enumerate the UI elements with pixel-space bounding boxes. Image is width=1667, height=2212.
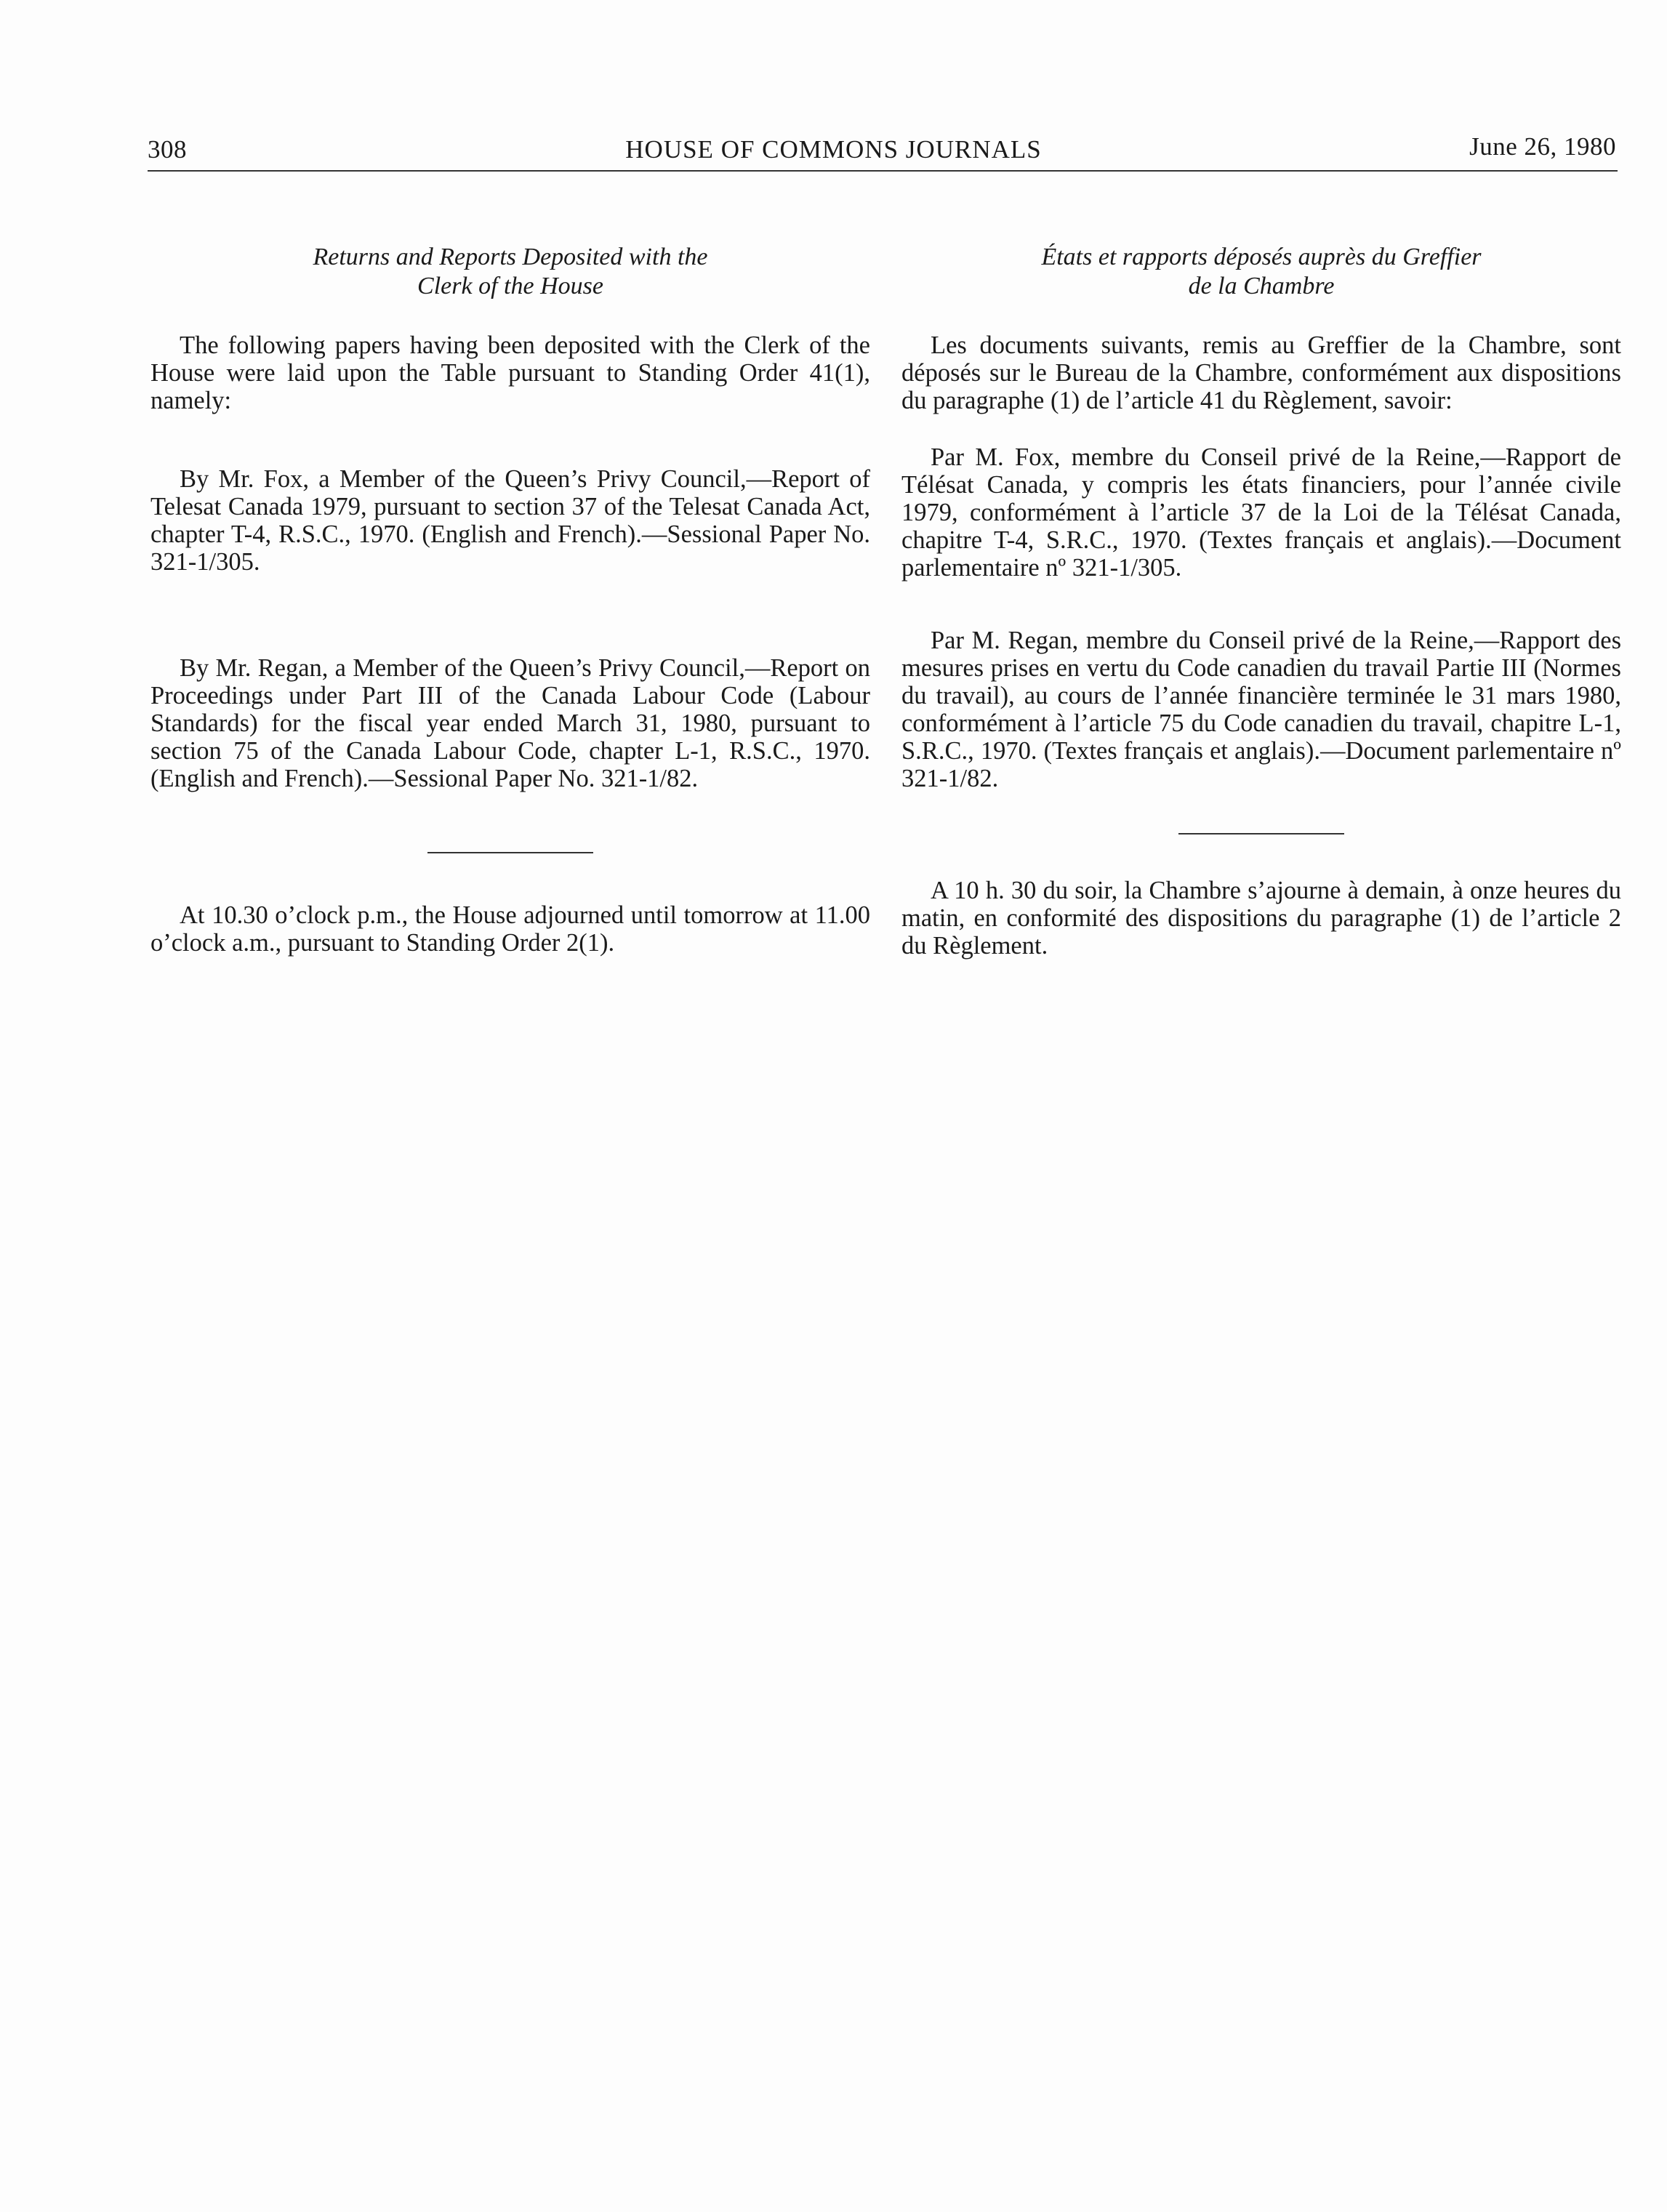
- journal-title: HOUSE OF COMMONS JOURNALS: [625, 135, 1042, 164]
- english-separator: [427, 852, 593, 853]
- french-heading: [901, 243, 1621, 301]
- french-item-regan: Par M. Regan, membre du Conseil privé de la Reine,—Rapport des mesures prises en vertu du Code canadien du travail Partie III (Normes du travail), au cours de l’année financière terminée le 31 mars 1980, conformément à l’article 75 du Code canadien du travail, chapitre L-1, S.R.C., 1970. (Textes français et anglais).—Document parlementaire nº 321-1/82.: [901, 627, 1621, 792]
- french-intro: Les documents suivants, remis au Greffier de la Chambre, sont déposés sur le Bureau de la Chambre, conformément aux dispositions du paragraphe (1) de l’article 41 du Règlement, savoir:: [901, 331, 1621, 414]
- english-adjournment: At 10.30 o’clock p.m., the House adjourned until tomorrow at 11.00 o’clock a.m., pursuant to Standing Order 2(1).: [150, 901, 870, 957]
- english-intro: The following papers having been deposited with the Clerk of the House were laid upon the Table pursuant to Standing Order 41(1), namely:: [150, 331, 870, 414]
- english-column: [150, 243, 870, 957]
- header-rule: [148, 170, 1618, 172]
- english-item-regan: By Mr. Regan, a Member of the Queen’s Privy Council,—Report on Proceedings under Part III of the Canada Labour Code (Labour Standards) for the fiscal year ended March 31, 1980, pursuant to section 75 of the Canada Labour Code, chapter L-1, R.S.C., 1970. (English and French).—Sessional Paper No. 321-1/82.: [150, 654, 870, 792]
- french-adjournment: A 10 h. 30 du soir, la Chambre s’ajourne à demain, à onze heures du matin, en conformité des dispositions du paragraphe (1) de l’article 2 du Règlement.: [901, 877, 1621, 960]
- english-heading-line1: Returns and Reports Deposited with the: [313, 244, 708, 270]
- english-heading-line2: Clerk of the House: [417, 273, 603, 299]
- french-separator: [1178, 833, 1344, 834]
- french-column: [901, 243, 1621, 960]
- english-item-fox: By Mr. Fox, a Member of the Queen’s Privy Council,—Report of Telesat Canada 1979, pursuant to section 37 of the Telesat Canada Act, chapter T-4, R.S.C., 1970. (English and French).—Sessional Paper No. 321-1/305.: [150, 465, 870, 576]
- french-item-fox: Par M. Fox, membre du Conseil privé de la Reine,—Rapport de Télésat Canada, y compris les états financiers, pour l’année civile 1979, conformément à l’article 37 de la Loi de la Télésat Canada, chapitre T-4, S.R.C., 1970. (Textes français et anglais).—Document parlementaire nº 321-1/305.: [901, 443, 1621, 582]
- english-heading: [150, 243, 870, 301]
- page-date: June 26, 1980: [1469, 132, 1616, 161]
- french-heading-line1: États et rapports déposés auprès du Greffier: [1041, 244, 1482, 270]
- page-number: 308: [148, 135, 187, 164]
- french-heading-line2: de la Chambre: [1188, 273, 1335, 299]
